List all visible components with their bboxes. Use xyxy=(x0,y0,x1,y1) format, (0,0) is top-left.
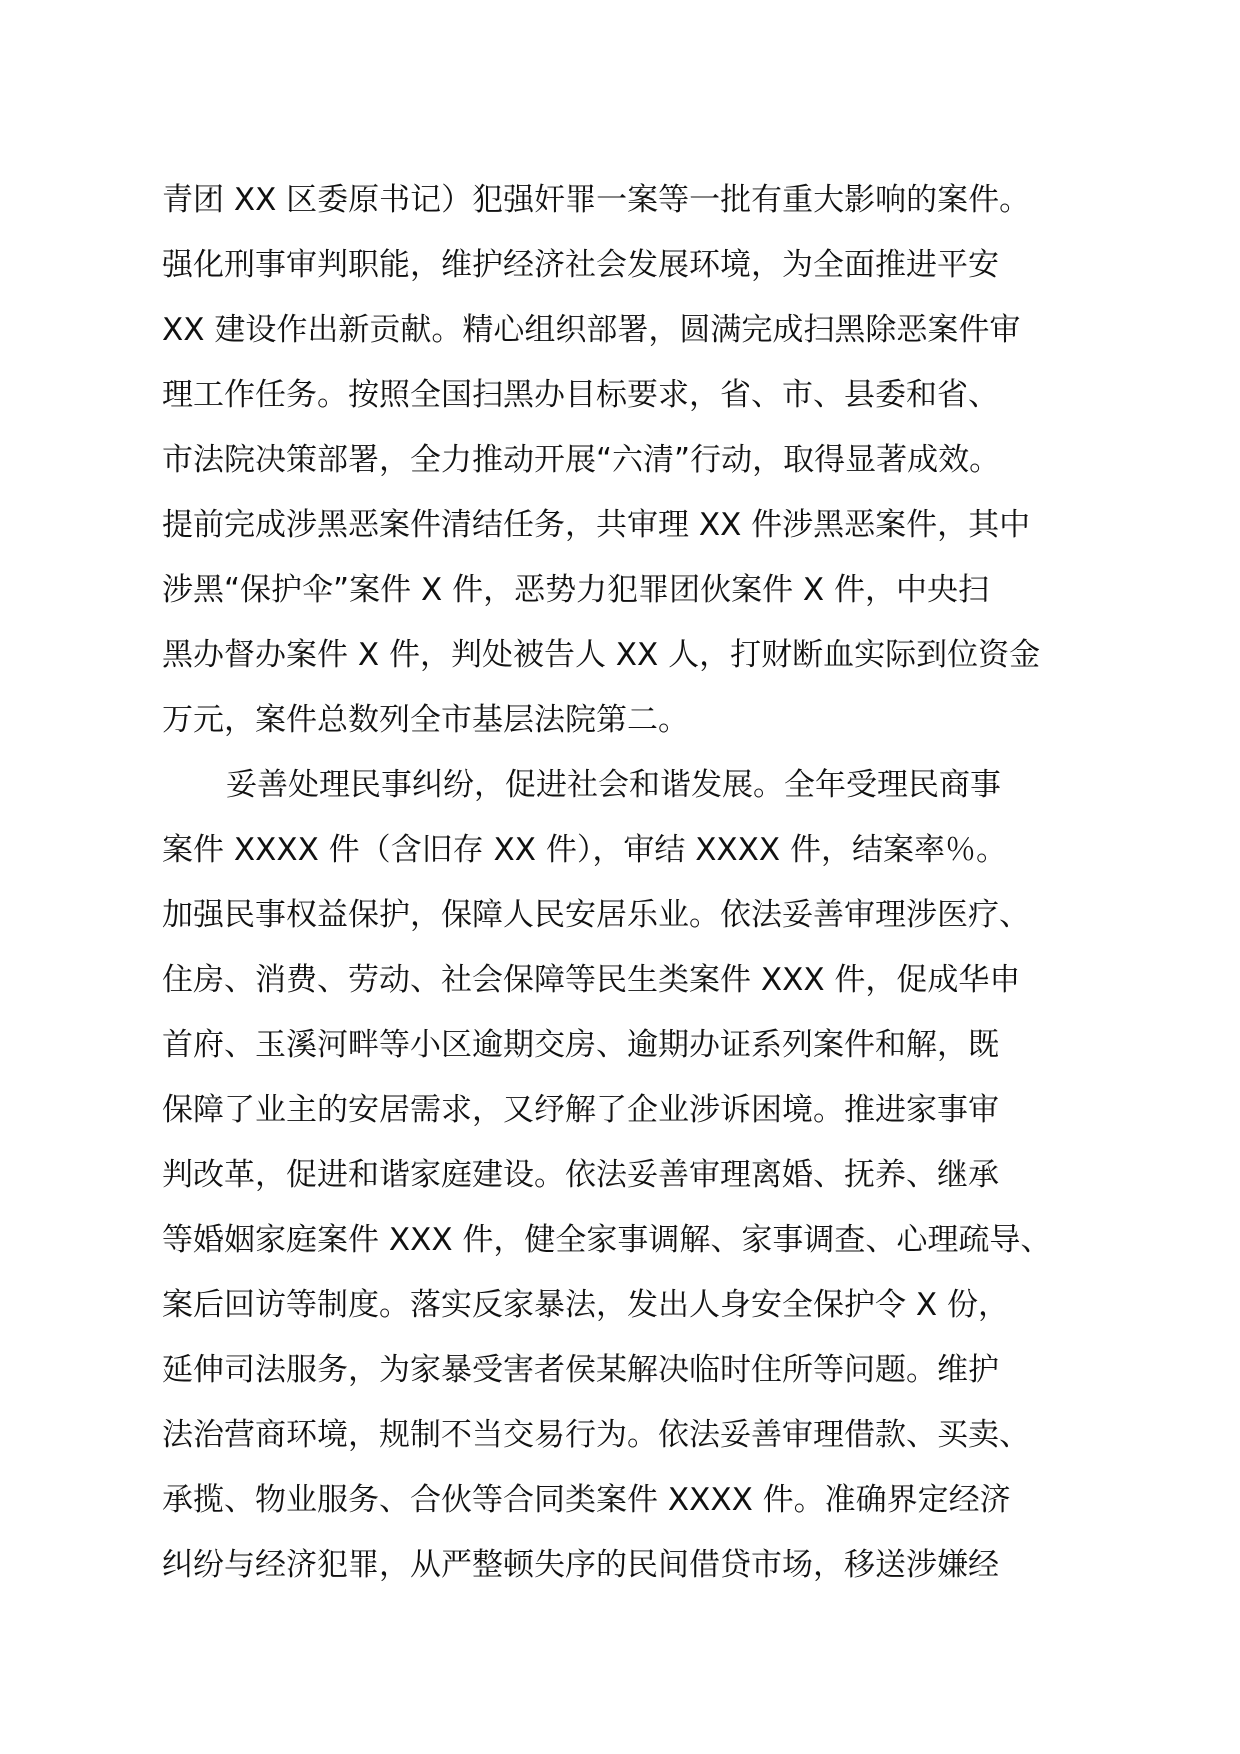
text-line: 提前完成涉黑恶案件清结任务，共审理 XX 件涉黑恶案件，其中 xyxy=(162,507,1031,543)
paragraph-start-line: 妥善处理民事纠纷，促进社会和谐发展。全年受理民商事 xyxy=(226,767,1001,803)
text-line: 涉黑“保护伞”案件 X 件，恶势力犯罪团伙案件 X 件，中央扫 xyxy=(162,572,990,608)
text-line: 延伸司法服务，为家暴受害者侯某解决临时住所等问题。维护 xyxy=(162,1352,999,1388)
text-line: 判改革，促进和谐家庭建设。依法妥善审理离婚、抚养、继承 xyxy=(162,1157,999,1193)
text-line: 首府、玉溪河畔等小区逾期交房、逾期办证系列案件和解，既 xyxy=(162,1027,999,1063)
text-line: 万元，案件总数列全市基层法院第二。 xyxy=(162,702,689,738)
text-line: 强化刑事审判职能，维护经济社会发展环境，为全面推进平安 xyxy=(162,247,999,283)
text-line: 案后回访等制度。落实反家暴法，发出人身安全保护令 X 份， xyxy=(162,1287,1009,1323)
text-line: 承揽、物业服务、合伙等合同类案件 XXXX 件。准确界定经济 xyxy=(162,1482,1011,1518)
text-line: 案件 XXXX 件（含旧存 XX 件），审结 XXXX 件，结案率％。 xyxy=(162,832,1007,868)
text-line: 保障了业主的安居需求，又纾解了企业涉诉困境。推进家事审 xyxy=(162,1092,999,1128)
text-line: 黑办督办案件 X 件，判处被告人 XX 人，打财断血实际到位资金 xyxy=(162,637,1041,673)
text-line: XX 建设作出新贡献。精心组织部署，圆满完成扫黑除恶案件审 xyxy=(162,312,1021,348)
text-line: 纠纷与经济犯罪，从严整顿失序的民间借贷市场，移送涉嫌经 xyxy=(162,1547,999,1583)
document-body xyxy=(162,168,1102,1598)
text-line: 等婚姻家庭案件 XXX 件，健全家事调解、家事调查、心理疏导、 xyxy=(162,1222,1052,1258)
text-line: 法治营商环境，规制不当交易行为。依法妥善审理借款、买卖、 xyxy=(162,1417,1030,1453)
text-line: 住房、消费、劳动、社会保障等民生类案件 XXX 件，促成华申 xyxy=(162,962,1021,998)
text-line: 加强民事权益保护，保障人民安居乐业。依法妥善审理涉医疗、 xyxy=(162,897,1030,933)
text-line: 理工作任务。按照全国扫黑办目标要求，省、市、县委和省、 xyxy=(162,377,999,413)
text-line: 青团 XX 区委原书记）犯强奸罪一案等一批有重大影响的案件。 xyxy=(162,182,1031,218)
text-line: 市法院决策部署，全力推动开展“六清”行动，取得显著成效。 xyxy=(162,442,1001,478)
